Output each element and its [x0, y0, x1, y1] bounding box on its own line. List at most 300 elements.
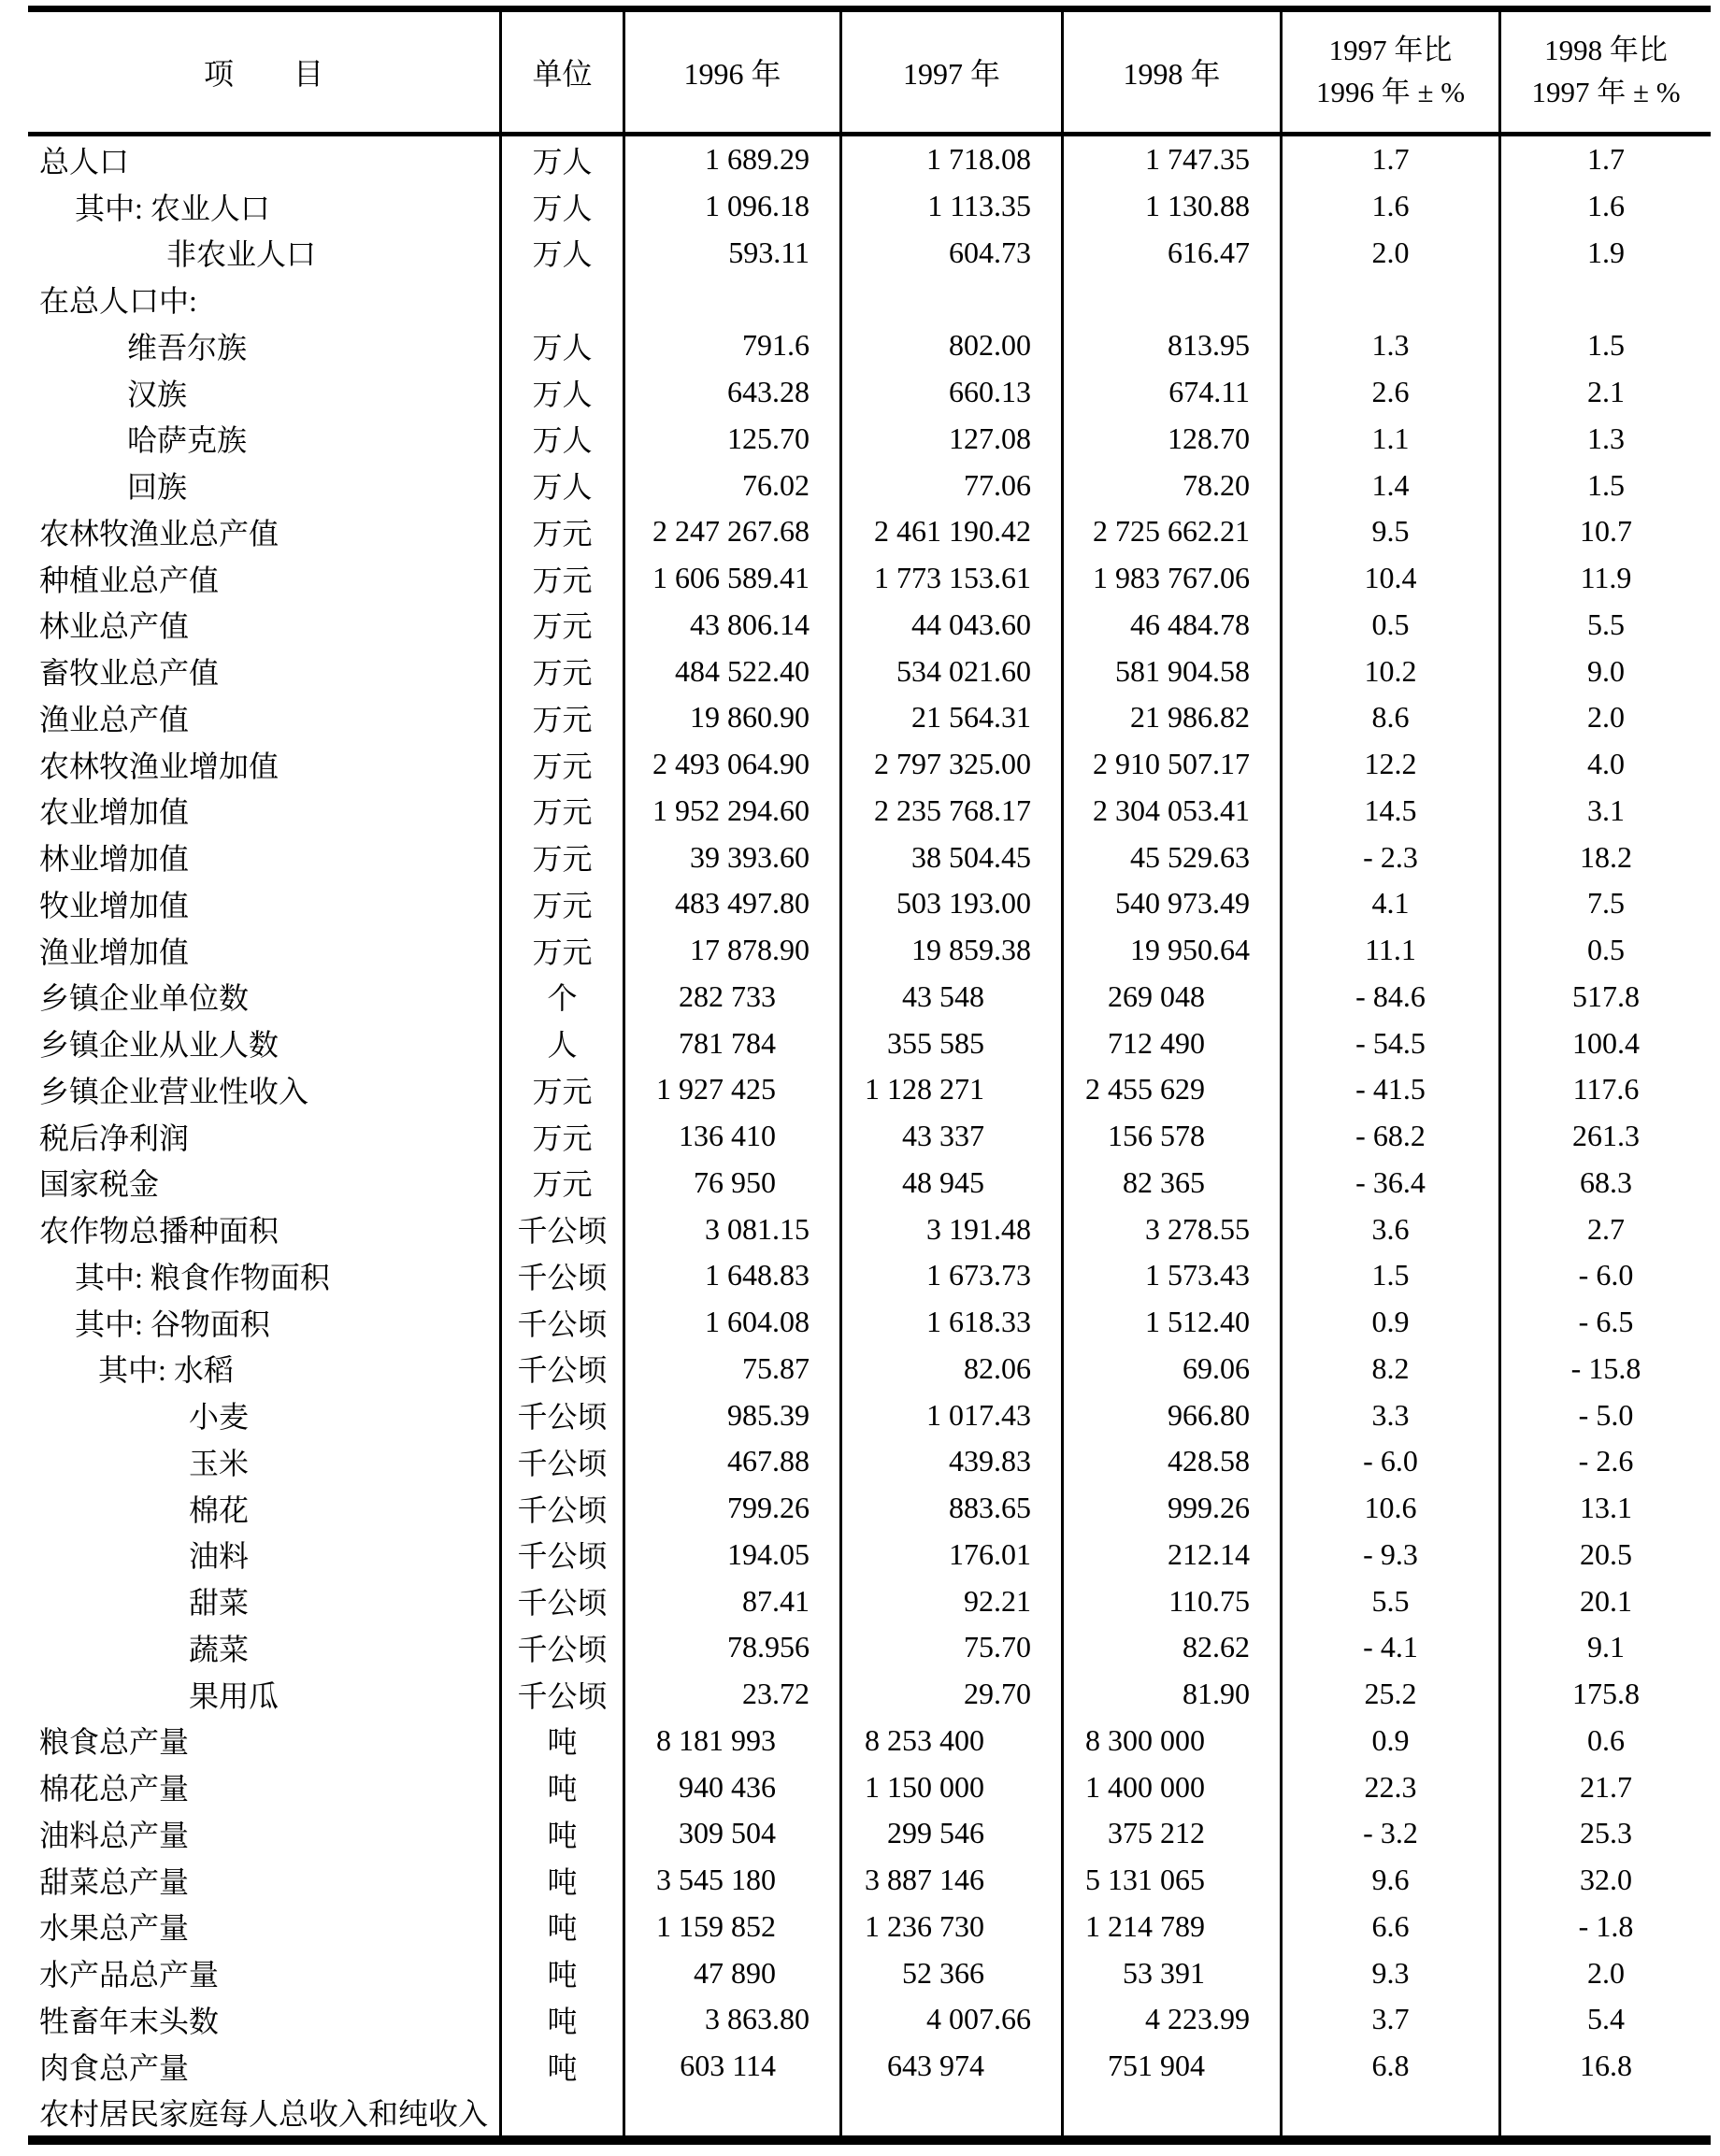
item-cell	[28, 2043, 502, 2090]
value-1996-cell	[625, 1578, 842, 1624]
item-cell	[28, 276, 502, 322]
unit-label: 万元	[532, 1074, 593, 1108]
value-1997-cell	[842, 1532, 1064, 1578]
value-1997-cell	[842, 183, 1064, 230]
value-1997-cell	[842, 2043, 1064, 2090]
pct-1998-vs-1997: - 6.5	[1578, 1305, 1634, 1339]
table-row	[28, 1996, 1711, 2043]
value-1998-cell	[1064, 1763, 1283, 1810]
unit-label: 万人	[532, 237, 593, 272]
table-row	[28, 1532, 1711, 1578]
header-1997-label: 1997 年	[902, 57, 1000, 91]
value-1996: 136 410	[679, 1119, 776, 1153]
value-1996: 1 606 589.41	[652, 561, 810, 595]
pct-1998-vs-1997: 21.7	[1580, 1769, 1632, 1804]
table-row	[28, 834, 1711, 880]
pct-1997-vs-1996: 22.3	[1364, 1769, 1417, 1804]
unit-cell	[502, 230, 625, 277]
value-1998: 2 304 053.41	[1093, 792, 1250, 827]
pct-1997-vs-1996-cell	[1283, 1810, 1501, 1857]
pct-1997-vs-1996-cell	[1283, 276, 1501, 322]
pct-1998-vs-1997-cell	[1501, 1718, 1711, 1764]
pct-1997-vs-1996: 2.6	[1371, 375, 1410, 409]
value-1996-cell	[625, 416, 842, 463]
value-1997: 43 548	[902, 978, 984, 1013]
value-1997-cell	[842, 1718, 1064, 1764]
item-cell	[28, 880, 502, 927]
pct-1997-vs-1996: 9.6	[1371, 1863, 1410, 1897]
item-cell	[28, 1485, 502, 1532]
value-1997-cell	[842, 1485, 1064, 1532]
header-change-1998-vs-1997	[1501, 12, 1711, 132]
item-cell	[28, 2090, 502, 2136]
value-1996-cell	[625, 834, 842, 880]
pct-1997-vs-1996: - 36.4	[1355, 1164, 1426, 1199]
value-1996-cell	[625, 136, 842, 183]
unit-cell	[502, 1671, 625, 1718]
pct-1998-vs-1997: 13.1	[1580, 1491, 1632, 1525]
item-label: 总人口	[39, 144, 130, 178]
pct-1998-vs-1997-cell	[1501, 1578, 1711, 1624]
value-1996-cell	[625, 2043, 842, 2090]
value-1997-cell	[842, 136, 1064, 183]
value-1997-cell	[842, 2090, 1064, 2136]
table-row	[28, 788, 1711, 835]
pct-1998-vs-1997-cell	[1501, 648, 1711, 694]
unit-cell	[502, 1532, 625, 1578]
pct-1998-vs-1997-cell	[1501, 136, 1711, 183]
value-1998: 540 973.49	[1115, 886, 1250, 921]
unit-label: 千公顷	[517, 1586, 608, 1621]
unit-label: 吨	[547, 1772, 578, 1806]
item-label: 维吾尔族	[127, 330, 248, 364]
pct-1997-vs-1996-cell	[1283, 788, 1501, 835]
table-row	[28, 694, 1711, 741]
pct-1997-vs-1996-cell	[1283, 974, 1501, 1021]
item-cell	[28, 1252, 502, 1299]
table-row	[28, 1160, 1711, 1207]
value-1996-cell	[625, 1624, 842, 1671]
table-header-row	[28, 12, 1711, 136]
pct-1997-vs-1996-cell	[1283, 369, 1501, 416]
value-1998-cell	[1064, 1857, 1283, 1904]
value-1998-cell	[1064, 927, 1283, 974]
pct-1998-vs-1997-cell	[1501, 1346, 1711, 1392]
value-1998: 45 529.63	[1130, 839, 1250, 874]
pct-1997-vs-1996: 10.6	[1364, 1491, 1417, 1525]
unit-cell	[502, 2090, 625, 2136]
value-1998: 1 214 789	[1085, 1908, 1205, 1943]
pct-1997-vs-1996-cell	[1283, 694, 1501, 741]
header-change-97-line1: 1997 年比	[1328, 34, 1453, 67]
pct-1998-vs-1997: 68.3	[1580, 1164, 1632, 1199]
value-1997-cell	[842, 1160, 1064, 1207]
table-body	[28, 136, 1711, 2135]
value-1998-cell	[1064, 1066, 1283, 1113]
pct-1998-vs-1997: 0.5	[1587, 933, 1625, 967]
item-cell	[28, 1718, 502, 1764]
item-label: 林业增加值	[39, 842, 190, 877]
value-1998-cell	[1064, 788, 1283, 835]
value-1998-cell	[1064, 462, 1283, 508]
table-row	[28, 1624, 1711, 1671]
value-1998-cell	[1064, 880, 1283, 927]
item-cell	[28, 183, 502, 230]
value-1996-cell	[625, 1438, 842, 1485]
table-row	[28, 1392, 1711, 1438]
unit-cell	[502, 1763, 625, 1810]
unit-cell	[502, 741, 625, 788]
item-label: 小麦	[189, 1400, 250, 1435]
value-1997: 1 128 271	[865, 1072, 984, 1107]
pct-1997-vs-1996-cell	[1283, 508, 1501, 555]
table-row	[28, 1578, 1711, 1624]
value-1997-cell	[842, 1020, 1064, 1066]
table-row	[28, 1718, 1711, 1764]
pct-1998-vs-1997: 2.7	[1587, 1211, 1625, 1246]
item-cell	[28, 1904, 502, 1950]
item-label: 粮食总产量	[39, 1725, 190, 1760]
value-1997-cell	[842, 1949, 1064, 1996]
item-label: 渔业增加值	[39, 935, 190, 969]
header-unit-label: 单位	[532, 57, 593, 91]
value-1996-cell	[625, 1996, 842, 2043]
pct-1998-vs-1997-cell	[1501, 1857, 1711, 1904]
value-1996: 39 393.60	[690, 839, 810, 874]
value-1998: 674.11	[1168, 375, 1250, 409]
unit-cell	[502, 1066, 625, 1113]
value-1996-cell	[625, 1810, 842, 1857]
value-1997-cell	[842, 1438, 1064, 1485]
pct-1997-vs-1996: 1.3	[1371, 328, 1410, 363]
pct-1997-vs-1996-cell	[1283, 1252, 1501, 1299]
pct-1997-vs-1996: 1.1	[1371, 421, 1410, 455]
item-label: 其中: 水稻	[98, 1353, 234, 1388]
unit-cell	[502, 183, 625, 230]
value-1997-cell	[842, 1206, 1064, 1252]
pct-1998-vs-1997-cell	[1501, 462, 1711, 508]
unit-cell	[502, 369, 625, 416]
item-label: 棉花总产量	[39, 1772, 190, 1806]
unit-label: 万人	[532, 377, 593, 411]
unit-cell	[502, 1857, 625, 1904]
item-label: 其中: 农业人口	[75, 191, 270, 225]
value-1996-cell	[625, 1392, 842, 1438]
header-1996	[625, 12, 842, 132]
item-label: 肉食总产量	[39, 2050, 190, 2085]
pct-1997-vs-1996-cell	[1283, 1532, 1501, 1578]
value-1998: 1 400 000	[1085, 1769, 1205, 1804]
unit-label: 千公顷	[517, 1492, 608, 1527]
unit-label: 万元	[532, 795, 593, 830]
item-cell	[28, 555, 502, 602]
pct-1998-vs-1997: 20.1	[1580, 1583, 1632, 1618]
value-1997: 4 007.66	[926, 2002, 1031, 2036]
item-label: 牲畜年末头数	[39, 2004, 220, 2038]
header-1997	[842, 12, 1064, 132]
item-cell	[28, 369, 502, 416]
pct-1998-vs-1997: - 15.8	[1570, 1350, 1641, 1385]
value-1996: 309 504	[679, 1816, 776, 1850]
pct-1998-vs-1997: - 5.0	[1578, 1397, 1634, 1432]
pct-1997-vs-1996: - 2.3	[1363, 839, 1418, 874]
pct-1998-vs-1997-cell	[1501, 1671, 1711, 1718]
value-1997-cell	[842, 555, 1064, 602]
header-change-98-line1: 1998 年比	[1544, 34, 1668, 67]
pct-1998-vs-1997: - 2.6	[1578, 1444, 1634, 1478]
unit-cell	[502, 602, 625, 649]
header-1998	[1064, 12, 1283, 132]
unit-cell	[502, 1252, 625, 1299]
value-1996: 1 927 425	[656, 1072, 776, 1107]
pct-1998-vs-1997-cell	[1501, 183, 1711, 230]
unit-cell	[502, 694, 625, 741]
value-1997-cell	[842, 1857, 1064, 1904]
value-1998: 1 573.43	[1145, 1258, 1250, 1292]
pct-1997-vs-1996: 2.0	[1371, 235, 1410, 269]
pct-1998-vs-1997-cell	[1501, 834, 1711, 880]
pct-1997-vs-1996: - 4.1	[1363, 1630, 1418, 1664]
pct-1997-vs-1996: 14.5	[1364, 792, 1417, 827]
pct-1998-vs-1997-cell	[1501, 1532, 1711, 1578]
pct-1997-vs-1996-cell	[1283, 1904, 1501, 1950]
pct-1997-vs-1996: 0.5	[1371, 607, 1410, 641]
pct-1998-vs-1997: 16.8	[1580, 2049, 1632, 2083]
pct-1997-vs-1996-cell	[1283, 2043, 1501, 2090]
value-1998-cell	[1064, 1346, 1283, 1392]
table-row	[28, 1904, 1711, 1950]
table-row	[28, 2043, 1711, 2090]
pct-1997-vs-1996: 12.2	[1364, 747, 1417, 781]
unit-cell	[502, 1624, 625, 1671]
value-1998: 82 365	[1123, 1164, 1205, 1199]
pct-1998-vs-1997: - 1.8	[1578, 1908, 1634, 1943]
table-row	[28, 1252, 1711, 1299]
value-1996: 643.28	[727, 375, 810, 409]
pct-1998-vs-1997: 1.7	[1587, 142, 1625, 177]
value-1998: 19 950.64	[1130, 933, 1250, 967]
pct-1997-vs-1996: 4.1	[1371, 886, 1410, 921]
table-row	[28, 927, 1711, 974]
value-1997: 2 235 768.17	[874, 792, 1031, 827]
value-1997: 38 504.45	[911, 839, 1031, 874]
statistics-table	[28, 6, 1711, 2145]
item-label: 农作物总播种面积	[39, 1214, 280, 1249]
value-1997-cell	[842, 788, 1064, 835]
value-1998-cell	[1064, 1532, 1283, 1578]
table-row	[28, 276, 1711, 322]
value-1998: 966.80	[1168, 1397, 1250, 1432]
value-1998-cell	[1064, 1299, 1283, 1346]
item-cell	[28, 648, 502, 694]
pct-1998-vs-1997-cell	[1501, 416, 1711, 463]
pct-1998-vs-1997-cell	[1501, 276, 1711, 322]
value-1996-cell	[625, 1252, 842, 1299]
unit-label: 人	[547, 1028, 578, 1063]
pct-1997-vs-1996: 1.5	[1371, 1258, 1410, 1292]
value-1997: 1 017.43	[926, 1397, 1031, 1432]
table-row	[28, 1810, 1711, 1857]
value-1997: 3 887 146	[865, 1863, 984, 1897]
value-1998: 3 278.55	[1145, 1211, 1250, 1246]
value-1997: 604.73	[949, 235, 1031, 269]
pct-1997-vs-1996-cell	[1283, 1763, 1501, 1810]
value-1998-cell	[1064, 2090, 1283, 2136]
value-1998: 581 904.58	[1115, 653, 1250, 688]
value-1997-cell	[842, 1299, 1064, 1346]
value-1996: 940 436	[679, 1769, 776, 1804]
value-1996-cell	[625, 462, 842, 508]
value-1996: 19 860.90	[690, 700, 810, 735]
pct-1998-vs-1997-cell	[1501, 880, 1711, 927]
value-1998: 5 131 065	[1085, 1863, 1205, 1897]
item-cell	[28, 1532, 502, 1578]
value-1997-cell	[842, 1810, 1064, 1857]
value-1996-cell	[625, 1718, 842, 1764]
pct-1997-vs-1996: 10.4	[1364, 561, 1417, 595]
value-1998-cell	[1064, 416, 1283, 463]
item-label: 税后净利润	[39, 1121, 190, 1155]
value-1997: 2 461 190.42	[874, 514, 1031, 549]
pct-1998-vs-1997: 2.0	[1587, 1955, 1625, 1990]
value-1996-cell	[625, 322, 842, 369]
pct-1997-vs-1996-cell	[1283, 1113, 1501, 1160]
header-item-label: 项 目	[203, 57, 323, 91]
pct-1997-vs-1996-cell	[1283, 416, 1501, 463]
unit-cell	[502, 927, 625, 974]
item-cell	[28, 1066, 502, 1113]
item-label: 玉米	[189, 1446, 250, 1480]
unit-label: 千公顷	[517, 1306, 608, 1341]
unit-label: 万元	[532, 1121, 593, 1155]
pct-1998-vs-1997-cell	[1501, 322, 1711, 369]
table-row	[28, 416, 1711, 463]
unit-label: 千公顷	[517, 1678, 608, 1713]
pct-1998-vs-1997: 1.5	[1587, 328, 1625, 363]
pct-1998-vs-1997-cell	[1501, 1020, 1711, 1066]
pct-1998-vs-1997-cell	[1501, 1299, 1711, 1346]
header-change-1998-vs-1997-label	[1531, 30, 1680, 114]
unit-label: 吨	[547, 1864, 578, 1899]
value-1997-cell	[842, 974, 1064, 1021]
pct-1997-vs-1996: 11.1	[1365, 933, 1416, 967]
unit-label: 个	[547, 981, 578, 1016]
unit-label: 千公顷	[517, 1260, 608, 1294]
value-1998-cell	[1064, 694, 1283, 741]
pct-1997-vs-1996: 3.6	[1371, 1211, 1410, 1246]
unit-cell	[502, 974, 625, 1021]
pct-1998-vs-1997: 9.0	[1587, 653, 1625, 688]
value-1996-cell	[625, 2090, 842, 2136]
value-1997-cell	[842, 462, 1064, 508]
unit-label: 吨	[547, 1911, 578, 1946]
item-cell	[28, 974, 502, 1021]
unit-cell	[502, 1392, 625, 1438]
item-cell	[28, 1020, 502, 1066]
pct-1997-vs-1996: - 6.0	[1363, 1444, 1418, 1478]
value-1998-cell	[1064, 369, 1283, 416]
value-1997-cell	[842, 1392, 1064, 1438]
value-1996: 781 784	[679, 1025, 776, 1060]
value-1996: 76.02	[742, 467, 810, 502]
unit-cell	[502, 1346, 625, 1392]
value-1997: 44 043.60	[911, 607, 1031, 641]
item-label: 甜菜	[189, 1586, 250, 1621]
value-1998-cell	[1064, 1485, 1283, 1532]
header-change-1997-vs-1996-label	[1316, 30, 1465, 114]
value-1997: 176.01	[949, 1536, 1031, 1571]
unit-cell	[502, 1438, 625, 1485]
unit-label: 万元	[532, 842, 593, 877]
pct-1997-vs-1996: - 3.2	[1363, 1816, 1418, 1850]
value-1996: 87.41	[742, 1583, 810, 1618]
unit-cell	[502, 1206, 625, 1252]
value-1998-cell	[1064, 1113, 1283, 1160]
value-1997: 48 945	[902, 1164, 984, 1199]
value-1998: 110.75	[1168, 1583, 1250, 1618]
item-cell	[28, 1392, 502, 1438]
value-1996-cell	[625, 1346, 842, 1392]
value-1996-cell	[625, 369, 842, 416]
pct-1997-vs-1996-cell	[1283, 322, 1501, 369]
value-1998: 428.58	[1168, 1444, 1250, 1478]
value-1996: 75.87	[742, 1350, 810, 1385]
unit-cell	[502, 1020, 625, 1066]
value-1996: 1 096.18	[705, 189, 810, 223]
pct-1997-vs-1996-cell	[1283, 1485, 1501, 1532]
unit-label: 千公顷	[517, 1214, 608, 1249]
value-1996-cell	[625, 276, 842, 322]
value-1998-cell	[1064, 1810, 1283, 1857]
pct-1998-vs-1997-cell	[1501, 788, 1711, 835]
value-1997: 127.08	[949, 421, 1031, 455]
value-1996: 799.26	[727, 1491, 810, 1525]
pct-1997-vs-1996: 1.4	[1371, 467, 1410, 502]
pct-1997-vs-1996-cell	[1283, 230, 1501, 277]
value-1997-cell	[842, 1624, 1064, 1671]
pct-1998-vs-1997-cell	[1501, 555, 1711, 602]
item-label: 农村居民家庭每人总收入和纯收入	[39, 2097, 489, 2132]
table-row	[28, 1671, 1711, 1718]
item-cell	[28, 1438, 502, 1485]
value-1997: 82.06	[964, 1350, 1031, 1385]
value-1996: 467.88	[727, 1444, 810, 1478]
pct-1998-vs-1997-cell	[1501, 1252, 1711, 1299]
value-1997-cell	[842, 1996, 1064, 2043]
item-cell	[28, 1346, 502, 1392]
value-1996: 484 522.40	[675, 653, 810, 688]
pct-1997-vs-1996: 8.6	[1371, 700, 1410, 735]
value-1998: 616.47	[1168, 235, 1250, 269]
value-1997: 883.65	[949, 1491, 1031, 1525]
pct-1997-vs-1996: 9.3	[1371, 1955, 1410, 1990]
table-row	[28, 462, 1711, 508]
value-1997: 2 797 325.00	[874, 747, 1031, 781]
value-1998-cell	[1064, 1904, 1283, 1950]
value-1998-cell	[1064, 602, 1283, 649]
pct-1997-vs-1996-cell	[1283, 1624, 1501, 1671]
value-1996-cell	[625, 1020, 842, 1066]
unit-cell	[502, 1160, 625, 1207]
value-1998-cell	[1064, 508, 1283, 555]
table-row	[28, 322, 1711, 369]
value-1997: 8 253 400	[865, 1722, 984, 1757]
value-1997: 299 546	[887, 1816, 984, 1850]
value-1998-cell	[1064, 1438, 1283, 1485]
table-row	[28, 1763, 1711, 1810]
value-1997: 75.70	[964, 1630, 1031, 1664]
item-cell	[28, 694, 502, 741]
